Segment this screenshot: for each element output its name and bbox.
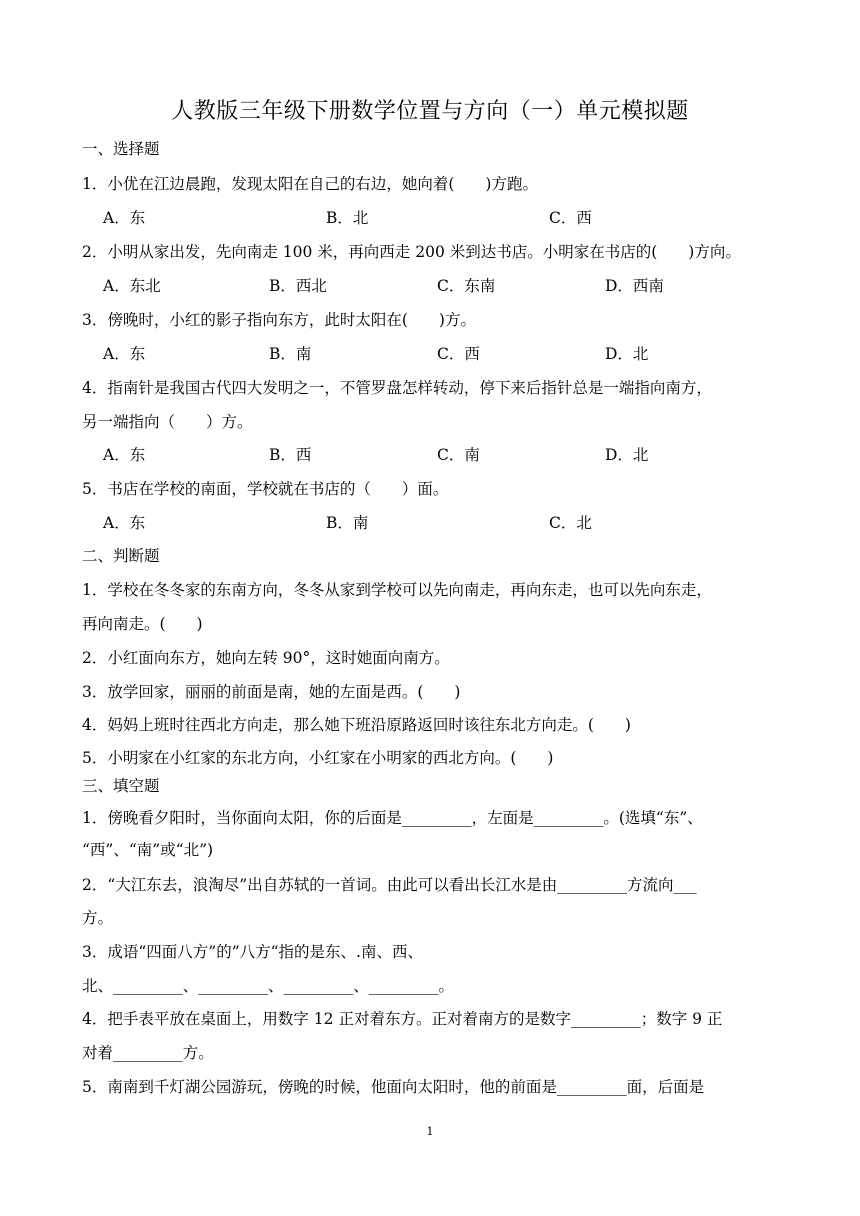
fill-q3-line1: 3．成语“四面八方”的”八方“指的是东、.南、西、 bbox=[82, 943, 423, 961]
judgment-q4: 4．妈妈上班时往西北方向走，那么她下班沿原路返回时该往东北方向走。( ) bbox=[82, 716, 631, 734]
choice-q4-line2: 另一端指向（ ）方。 bbox=[82, 413, 253, 431]
fill-q2-line1: 2．“大江东去，浪淘尽”出自苏轼的一首词。由此可以看出长江水是由_________方流向___ bbox=[82, 876, 697, 894]
judgment-q3: 3．放学回家，丽丽的前面是南，她的左面是西。( ) bbox=[82, 683, 461, 701]
choice-q3-option-a: A．东 bbox=[103, 345, 146, 363]
choice-q4-option-b: B．西 bbox=[269, 446, 312, 464]
choice-q3-option-c: C．西 bbox=[437, 345, 480, 363]
fill-q1-line2: “西”、“南”或“北”) bbox=[82, 841, 214, 859]
judgment-q1-line1: 1．学校在冬冬家的东南方向，冬冬从家到学校可以先向南走，再向东走，也可以先向东走， bbox=[82, 581, 712, 599]
choice-q3: 3．傍晚时，小红的影子指向东方，此时太阳在( )方。 bbox=[82, 311, 476, 329]
choice-q5: 5．书店在学校的南面，学校就在书店的（ ）面。 bbox=[82, 480, 449, 498]
fill-q1-line1: 1．傍晚看夕阳时，当你面向太阳，你的后面是_________，左面是_________。(选填“东”、 bbox=[82, 809, 703, 827]
fill-q5-line1: 5．南南到千灯湖公园游玩，傍晚的时候，他面向太阳时，他的前面是_________面，后面是 bbox=[82, 1078, 705, 1096]
fill-q4-line2: 对着_________方。 bbox=[82, 1044, 214, 1062]
judgment-q1-line2: 再向南走。( ) bbox=[82, 615, 203, 633]
section-heading-judgment: 二、判断题 bbox=[82, 547, 160, 565]
choice-q3-option-b: B．南 bbox=[269, 345, 312, 363]
fill-q2-line2: 方。 bbox=[82, 909, 114, 927]
choice-q2-option-c: C．东南 bbox=[437, 277, 496, 295]
choice-q5-option-a: A．东 bbox=[103, 514, 146, 532]
choice-q3-option-d: D．北 bbox=[605, 345, 649, 363]
choice-q4-option-c: C．南 bbox=[437, 446, 480, 464]
choice-q5-option-b: B．南 bbox=[326, 514, 369, 532]
choice-q1-option-a: A．东 bbox=[103, 209, 146, 227]
choice-q1-option-c: C．西 bbox=[549, 209, 592, 227]
choice-q1: 1．小优在江边晨跑，发现太阳在自己的右边，她向着( )方跑。 bbox=[82, 175, 538, 193]
fill-q3-line2: 北、_________、_________、_________、_________。 bbox=[82, 977, 455, 995]
choice-q2-option-b: B．西北 bbox=[269, 277, 327, 295]
choice-q2: 2．小明从家出发，先向南走 100 米，再向西走 200 米到达书店。小明家在书店的( )方向。 bbox=[82, 243, 741, 261]
section-heading-choice: 一、选择题 bbox=[82, 140, 160, 158]
choice-q2-option-a: A．东北 bbox=[103, 277, 161, 295]
choice-q2-option-d: D．西南 bbox=[605, 277, 664, 295]
fill-q4-line1: 4．把手表平放在桌面上，用数字 12 正对着东方。正对着南方的是数字_________；数字 9 正 bbox=[82, 1010, 723, 1028]
choice-q4-line1: 4．指南针是我国古代四大发明之一，不管罗盘怎样转动，停下来后指针总是一端指向南方， bbox=[82, 379, 712, 397]
judgment-q5: 5．小明家在小红家的东北方向，小红家在小明家的西北方向。( ) bbox=[82, 749, 554, 767]
page-title: 人教版三年级下册数学位置与方向（一）单元模拟题 bbox=[171, 99, 689, 124]
choice-q5-option-c: C．北 bbox=[549, 514, 592, 532]
judgment-q2: 2．小红面向东方，她向左转 90°，这时她面向南方。 bbox=[82, 649, 450, 667]
section-heading-fill: 三、填空题 bbox=[82, 777, 160, 795]
page-number: 1 bbox=[426, 1125, 434, 1138]
choice-q4-option-a: A．东 bbox=[103, 446, 146, 464]
choice-q4-option-d: D．北 bbox=[605, 446, 649, 464]
choice-q1-option-b: B．北 bbox=[326, 209, 369, 227]
